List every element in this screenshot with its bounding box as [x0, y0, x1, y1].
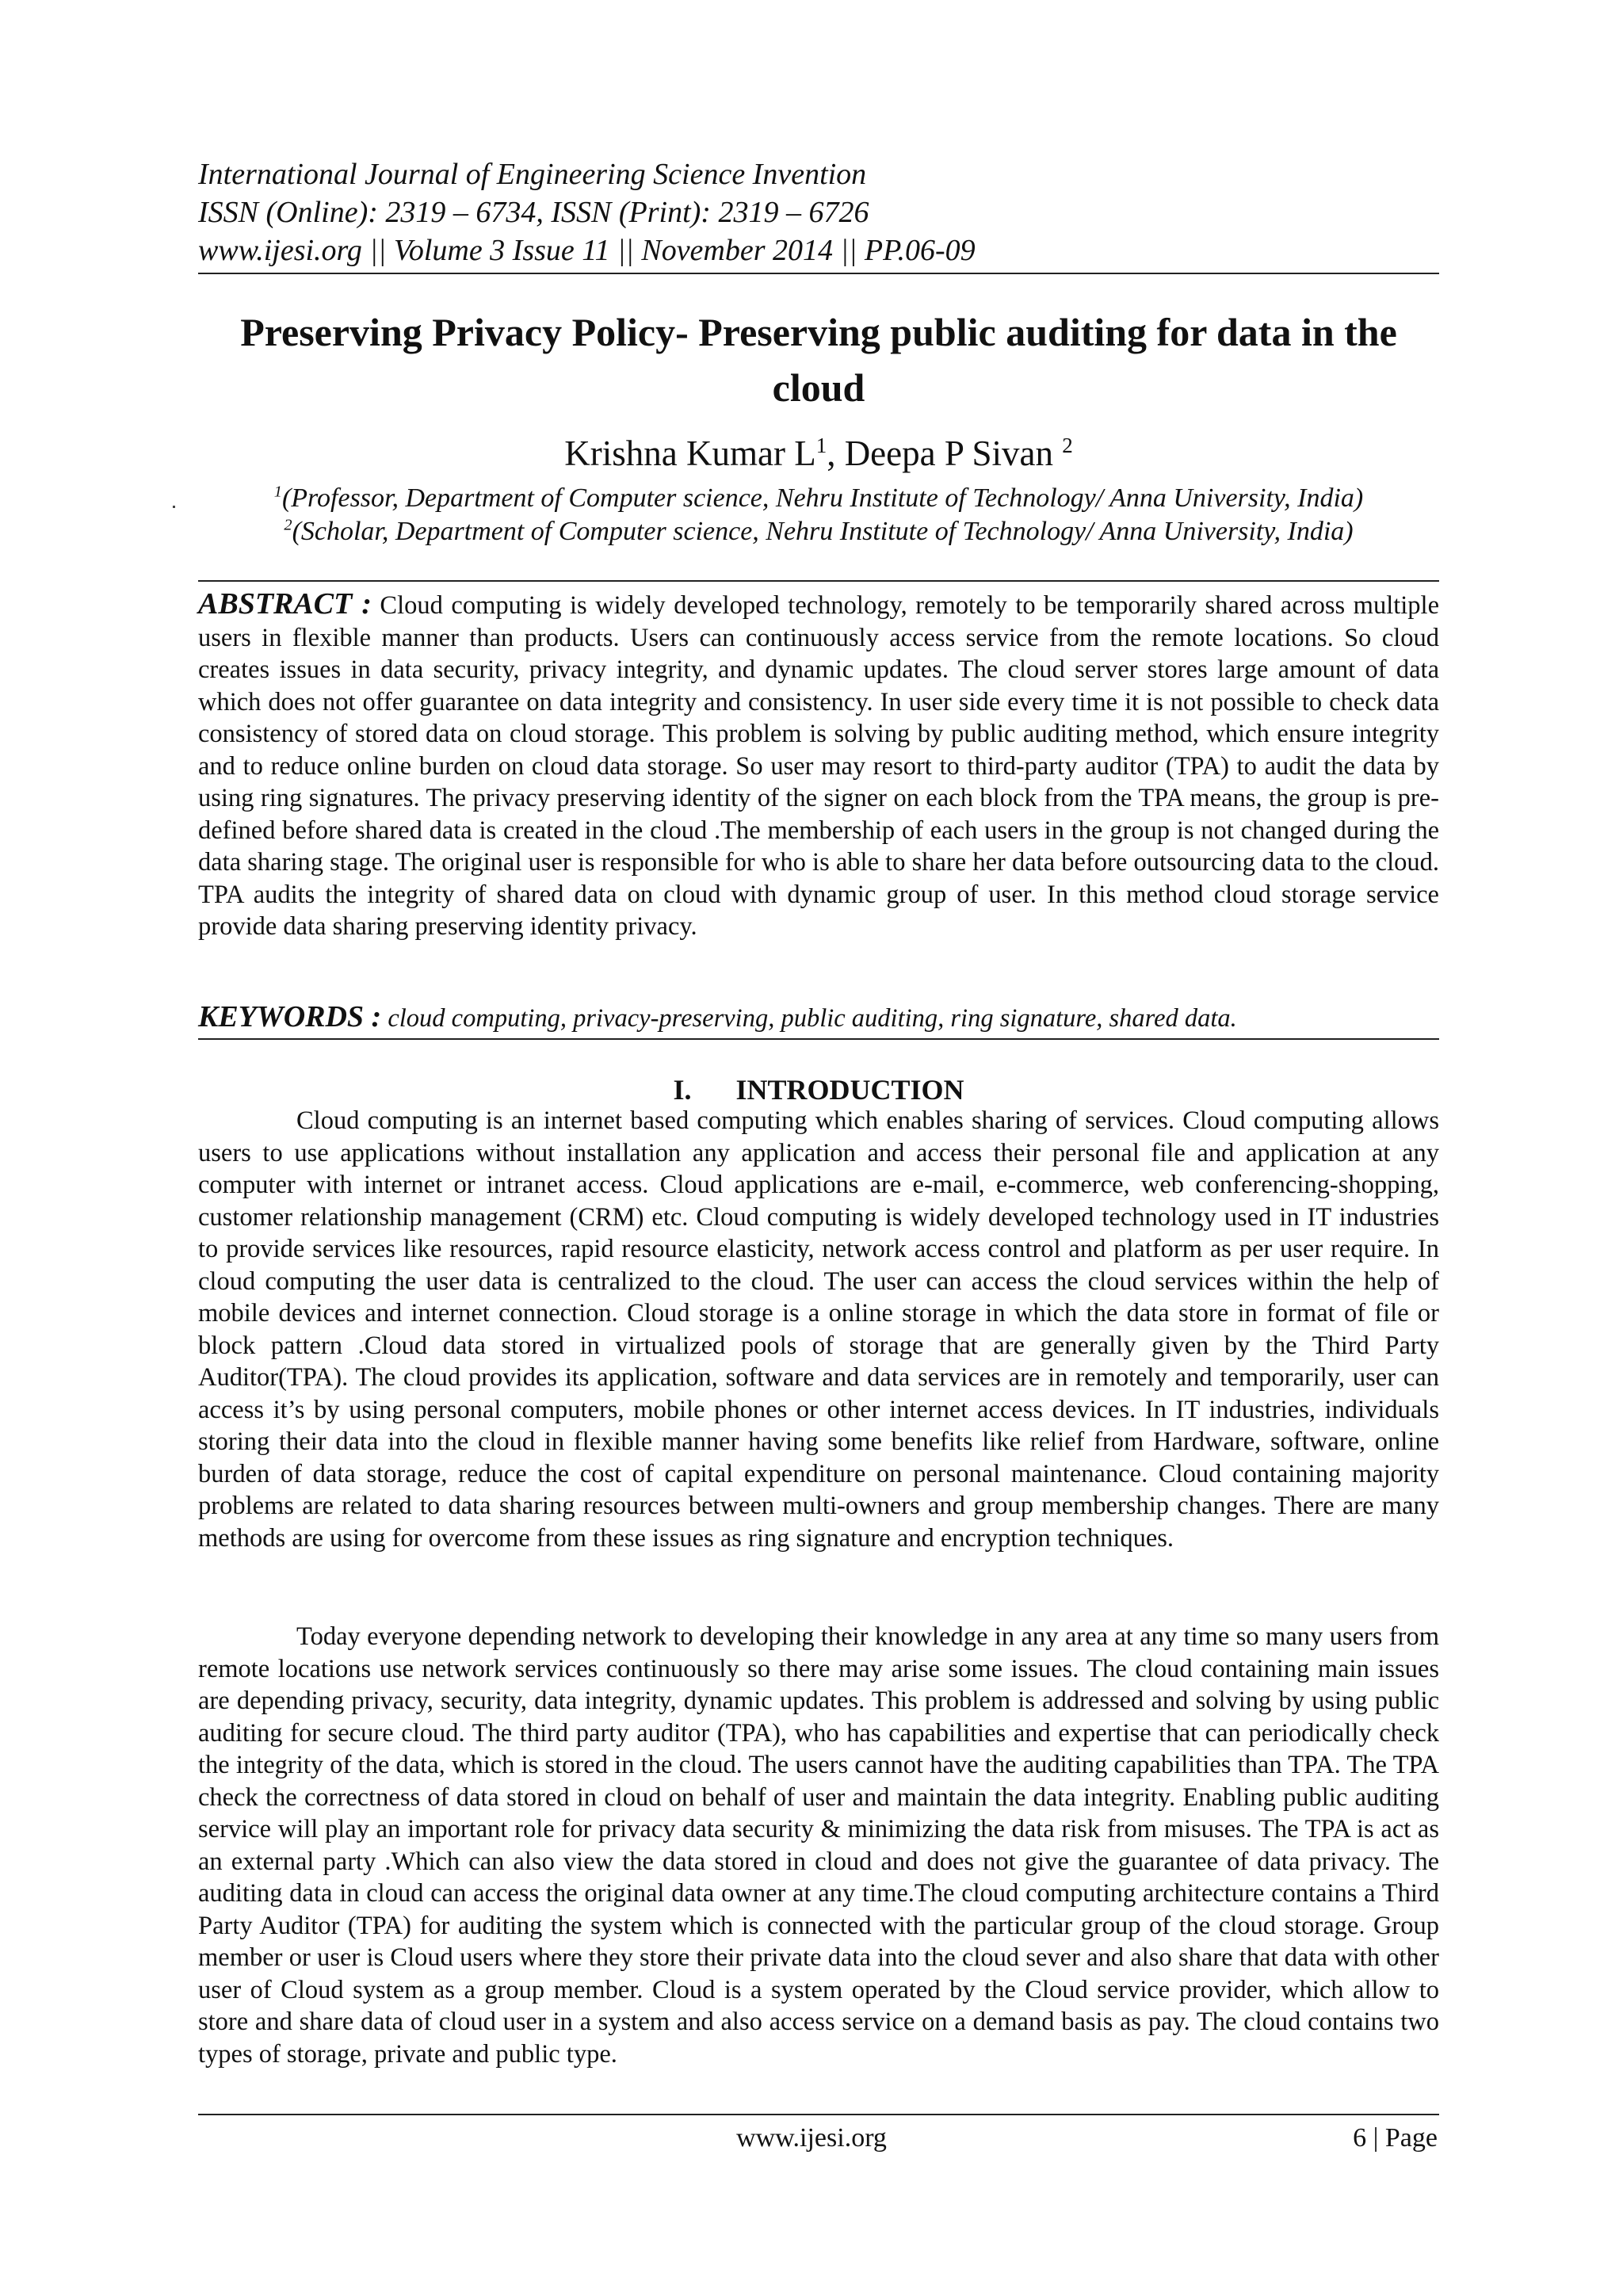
section-heading-introduction [198, 1072, 1439, 1108]
body-paragraph-1 [198, 1105, 1439, 1554]
keywords-rule [198, 1038, 1439, 1040]
journal-name: International Journal of Engineering Science Invention [198, 158, 867, 191]
abstract [198, 588, 1439, 943]
abstract-label: ABSTRACT : [198, 587, 372, 621]
footer-rule [198, 2114, 1439, 2115]
keywords-label: KEYWORDS : [198, 1000, 382, 1033]
body-paragraph-1-text: Cloud computing is an internet based computing which enables sharing of services. Cloud computing allows users to use applications without installation any application and access their personal file and application at any computer with internet or intranet access. Cloud applications are e-mail, e-commerce, web conferencing-shopping, customer relationship management (CRM) etc. Cloud computing is widely developed technology used in IT industries to provide services like resources, rapid resource elasticity, network access control and platform as per user require. In cloud computing the user data is centralized to the cloud. The user can access the cloud services within the help of mobile devices and internet connection. Cloud storage is a online storage in which the data store in format of file or block pattern .Cloud data stored in virtualized pools of storage that are generally given by the Third Party Auditor(TPA). The cloud provides its application, software and data services are in remotely and temporarily, user can access it’s by using personal computers, mobile phones or other internet access devices. In IT industries, individuals storing their data into the cloud in flexible manner having some benefits like relief from Hardware, software, online burden of data storage, reduce the cost of capital expenditure on personal maintenance. Cloud containing majority problems are related to data sharing resources between multi-owners and group membership changes. There are many methods are using for overcome from these issues as ring signature and encryption techniques. [198, 1106, 1439, 1553]
journal-issn: ISSN (Online): 2319 – 6734, ISSN (Print): 2319 – 6726 [198, 196, 869, 229]
keywords-text: cloud computing, privacy-preserving, public auditing, ring signature, shared data. [388, 1004, 1237, 1033]
author-separator: , [827, 434, 845, 473]
header-rule [198, 273, 1439, 274]
keywords [198, 1000, 1439, 1035]
author-2: Deepa P Sivan [844, 434, 1063, 473]
footer-url: www.ijesi.org [736, 2123, 887, 2153]
section-title: INTRODUCTION [735, 1074, 964, 1106]
stray-dot [173, 506, 175, 508]
page-number: 6 | Page [1353, 2123, 1438, 2153]
journal-header [198, 155, 1439, 269]
author-1-sup: 1 [815, 434, 827, 457]
affiliation-2-text: (Scholar, Department of Computer science, Nehru Institute of Technology/ Anna University, India) [292, 517, 1354, 546]
section-number: I. [673, 1074, 692, 1106]
author-1: Krishna Kumar L [564, 434, 816, 473]
affiliation-1-sup: 1 [273, 483, 282, 501]
abstract-top-rule [198, 580, 1439, 582]
body-paragraph-2 [198, 1621, 1439, 2070]
author-line [198, 431, 1439, 476]
affiliation-2-sup: 2 [284, 516, 292, 534]
affiliation-2 [198, 515, 1439, 548]
author-2-sup: 2 [1062, 434, 1073, 457]
body-paragraph-2-text: Today everyone depending network to developing their knowledge in any area at any time so many users from remote locations use network services continuously so there may arise some issues. The cloud containing main issues are depending privacy, security, data integrity, dynamic updates. This problem is addressed and solving by using public auditing for secure cloud. The third party auditor (TPA), who has capabilities and expertise that can periodically check the integrity of the data, which is stored in the cloud. The users cannot have the auditing capabilities than TPA. The TPA check the correctness of data stored in cloud on behalf of user and maintain the data integrity. Enabling public auditing service will play an important role for privacy data security & minimizing the data risk from misuses. The TPA is act as an external party .Which can also view the data stored in cloud and does not give the guarantee of data privacy. The auditing data in cloud can access the original data owner at any time.The cloud computing architecture contains a Third Party Auditor (TPA) for auditing the system which is connected with the particular group of the cloud storage. Group member or user is Cloud users where they store their private data into the cloud sever and also share that data with other user of Cloud system as a group member. Cloud is a system operated by the Cloud service provider, which allow to store and share data of cloud user in a system and also access service on a demand basis as pay. The cloud contains two types of storage, private and public type. [198, 1622, 1439, 2069]
paper-title: Preserving Privacy Policy- Preserving public auditing for data in the cloud [240, 310, 1397, 410]
affiliation-1-text: (Professor, Department of Computer science, Nehru Institute of Technology/ Anna University, India) [281, 483, 1364, 513]
journal-volume: www.ijesi.org || Volume 3 Issue 11 || November 2014 || PP.06-09 [198, 234, 976, 267]
affiliation-1 [198, 482, 1439, 515]
abstract-text: Cloud computing is widely developed technology, remotely to be temporarily shared across multiple users in flexible manner than products. Users can continuously access service from the remote locations. So cloud creates issues in data security, privacy integrity, and dynamic updates. The cloud server stores large amount of data which does not offer guarantee on data integrity and consistency. In user side every time it is not possible to check data consistency of stored data on cloud storage. This problem is solving by public auditing method, which ensure integrity and to reduce online burden on cloud data storage. So user may resort to third-party auditor (TPA) to audit the data by using ring signatures. The privacy preserving identity of the signer on each block from the TPA means, the group is pre-defined before shared data is created in the cloud .The membership of each users in the group is not changed during the data sharing stage. The original user is responsible for who is able to share her data before outsourcing data to the cloud. TPA audits the integrity of shared data on cloud with dynamic group of user. In this method cloud storage service provide data sharing preserving identity privacy. [198, 591, 1439, 941]
